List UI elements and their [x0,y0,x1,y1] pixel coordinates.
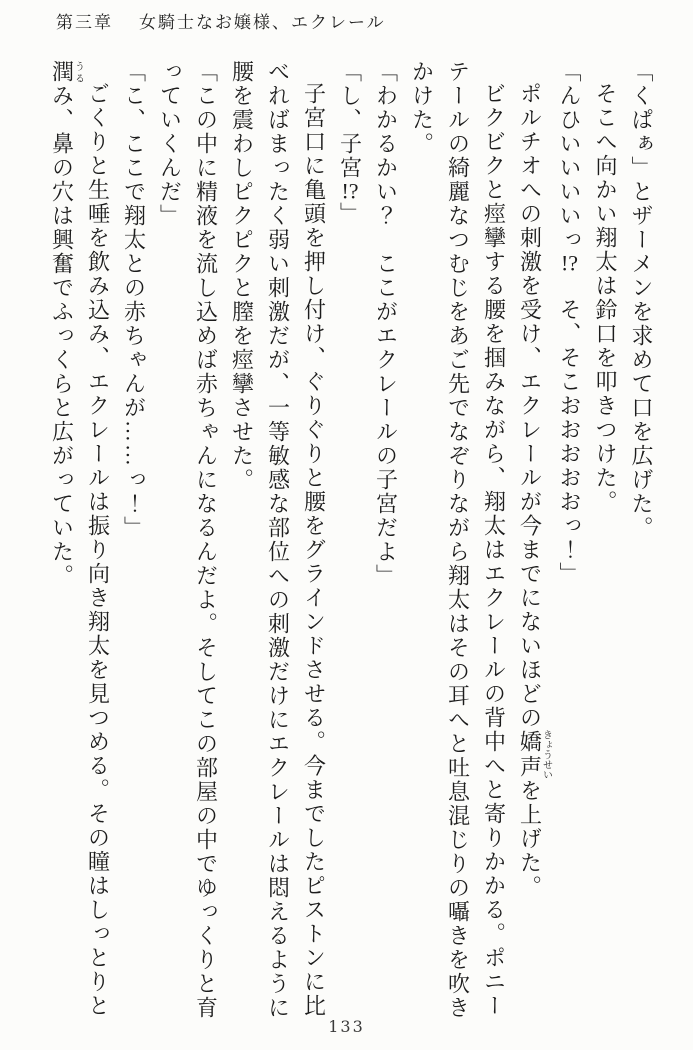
paragraph: 「くぱぁ」とザーメンを求めて口を広げた。 [629,60,654,540]
page-body [44,60,660,1022]
paragraph: 「し、子宮!?」 [337,60,363,226]
chapter-number: 第三章 [56,13,113,32]
paragraph: ごくりと生唾を飲み込み、エクレールは振り向き翔太を見つめる。その瞳はしっとりと潤うるみ、鼻の穴は興奮でふっくらと広がっていた。 [49,60,111,1018]
paragraph: ビクビクと痙攣する腰を掴みながら、翔太はエクレールの背中へと寄りかかる。ポニーテールの綺麗なつむじをあご先でなぞりながら翔太はその耳へと吐息混じりの囁きを吹きかけた。 [409,60,507,1020]
ruby-annotated-word: 嬌声きょうせい [517,729,552,780]
running-header [56,8,386,33]
tate-chu-yoko: !? [341,180,359,202]
paragraph: そこへ向かい翔太は鈴口を叩きつけた。 [593,82,618,514]
paragraph: ポルチオへの刺激を受け、エクレールが今までにないほどの嬌声きょうせいを上げた。 [517,82,552,899]
ruby-annotated-word: 潤うる [49,60,84,84]
tate-chu-yoko: !? [560,252,579,274]
paragraph: 「こ、ここで翔太との赤ちゃんが……っ！」 [121,60,147,540]
paragraph: 「わかるかい？ ここがエクレールの子宮だよ」 [373,60,399,588]
chapter-title: 女騎士なお嬢様、エクレール [139,13,386,32]
paragraph: 「この中に精液を流し込めば赤ちゃんになるんだよ。そしてこの部屋の中でゆっくりと育っていくんだ」 [157,60,219,1020]
paragraph: 「んひいいいいっ!? そ、そこおおおおおっ！」 [557,60,582,586]
page-number: 133 [328,1017,365,1036]
paragraph: 子宮口に亀頭を押し付け、ぐりぐりと腰をグラインドさせる。今までしたピストンに比べればまったく弱い刺激だが、一等敏感な部位への刺激だけにエクレールは悶えるように腰を震わしピクピクと膣を痙攣させた。 [229,60,327,1020]
